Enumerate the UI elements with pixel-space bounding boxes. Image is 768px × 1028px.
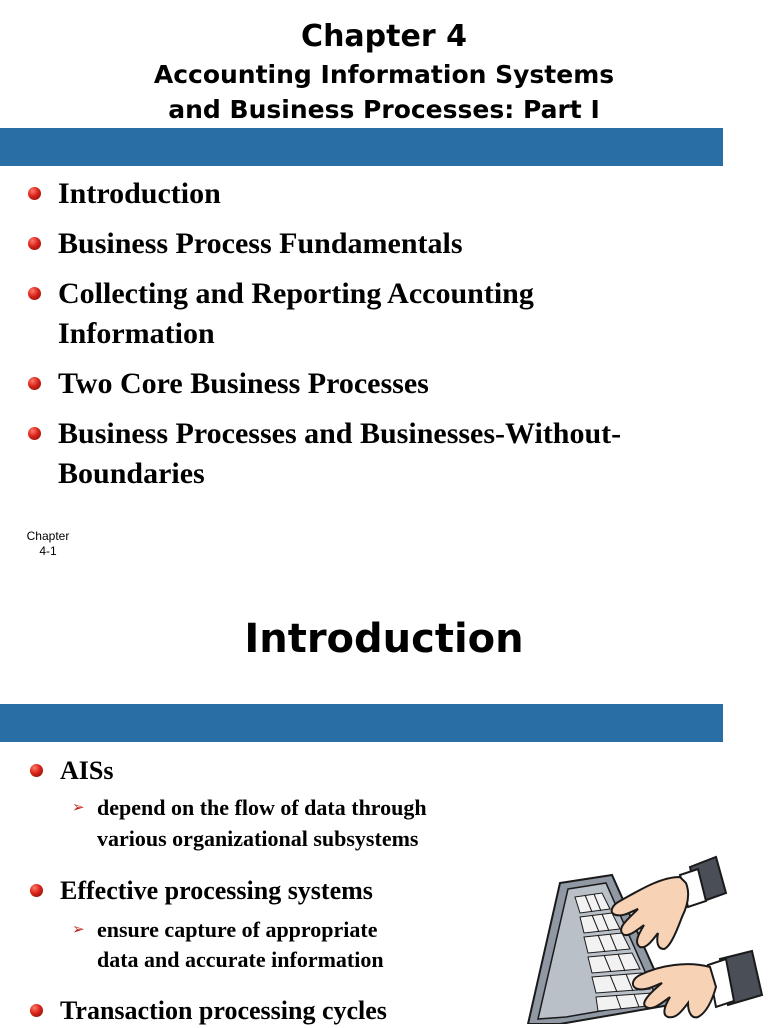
bullet-text: Transaction processing cycles [60,996,387,1025]
bullet-dot-icon [30,884,43,897]
bullet-text: Introduction [58,177,221,210]
arrow-bullet-icon: ➢ [72,920,85,938]
bullet-dot-icon [28,237,41,250]
bullet-text: Business Process Fundamentals [58,227,463,260]
slide-number-value: 4-1 [39,544,57,558]
chapter-heading: Chapter 4 [301,19,467,54]
title-divider-bar [0,704,723,742]
bullet-dot-icon [28,187,41,200]
bullet-text: Two Core Business Processes [58,367,429,400]
slide-introduction [0,590,768,1024]
typing-hands-icon [520,855,768,1024]
slide-number-chapter: Chapter [26,529,70,543]
slide-title-line-1: Accounting Information Systems [153,60,615,89]
arrow-bullet-icon: ➢ [72,798,85,816]
sub-bullet-text-continued: various organizational subsystems [97,826,419,851]
bullet-text-continued: Boundaries [58,457,205,490]
bullet-dot-icon [28,377,41,390]
slide-title-line-2: and Business Processes: Part I [168,95,600,124]
bullet-text: Effective processing systems [60,876,373,905]
sub-bullet-text: depend on the flow of data through [97,795,427,820]
bullet-text-continued: Information [58,317,215,350]
sub-bullet-text: ensure capture of appropriate [97,917,378,942]
slide-number-label [16,529,80,559]
sub-bullet-text-continued: data and accurate information [97,947,384,972]
bullet-dot-icon [30,764,43,777]
bullet-dot-icon [28,287,41,300]
bullet-dot-icon [28,427,41,440]
bullet-text: AISs [60,756,114,785]
bullet-text: Collecting and Reporting Accounting [58,277,534,310]
bullet-dot-icon [30,1004,43,1017]
title-divider-bar [0,128,723,166]
slide-title: Introduction [244,616,524,662]
bullet-text: Business Processes and Businesses-Without- [58,417,622,450]
